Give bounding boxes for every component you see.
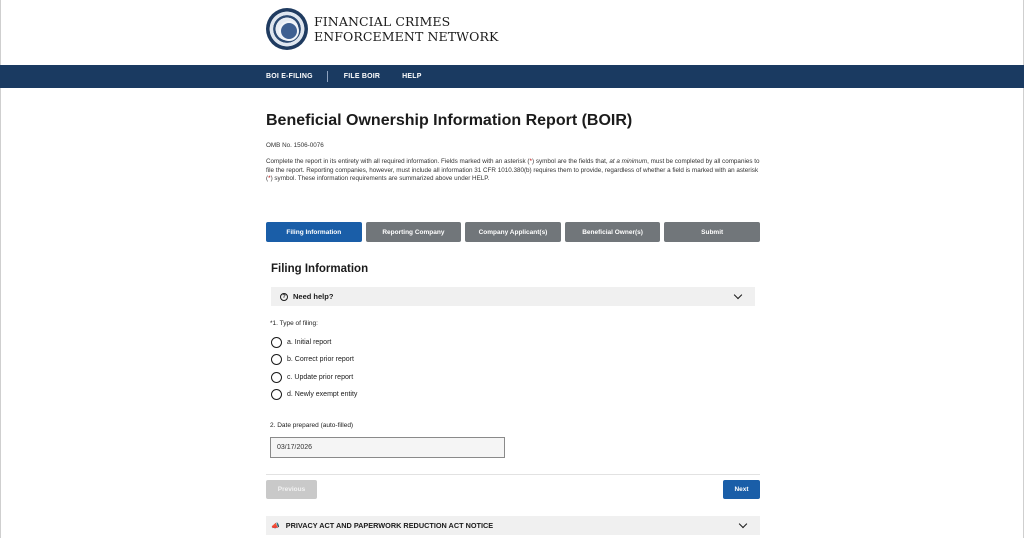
omb-number: OMB No. 1506-0076	[266, 142, 324, 149]
radio-button[interactable]	[271, 389, 282, 400]
privacy-notice-label: PRIVACY ACT AND PAPERWORK REDUCTION ACT NOTICE	[285, 521, 494, 530]
step-filing-information[interactable]: Filing Information	[266, 222, 362, 242]
intro-text: Complete the report in its entirety with all required information. Fields marked with an asterisk (*) symbol are the fields that, at a minimum, must be completed by all companies to file the report. Reporting companies, however, must include all information 31 CFR 1010.380(b) requires them to provide, regardless of whether a field is marked with an asterisk (*) symbol. These information requirements are summarized above under HELP.	[266, 158, 760, 182]
radio-newly-exempt-entity[interactable]	[271, 389, 357, 400]
radio-label: a. Initial report	[287, 339, 332, 346]
nav-divider	[327, 71, 328, 82]
radio-initial-report[interactable]	[271, 337, 331, 348]
nav-file-boir[interactable]: FILE BOIR	[343, 73, 381, 80]
step-company-applicants[interactable]: Company Applicant(s)	[465, 222, 561, 242]
radio-label: b. Correct prior report	[287, 356, 354, 363]
fincen-seal-logo[interactable]	[266, 8, 308, 50]
nav-boi-efiling[interactable]: BOI E-FILING	[266, 73, 313, 80]
form-divider	[266, 474, 760, 475]
radio-button[interactable]	[271, 372, 282, 383]
chevron-down-icon[interactable]	[734, 291, 742, 299]
previous-button[interactable]: Previous	[266, 480, 317, 499]
step-reporting-company[interactable]: Reporting Company	[366, 222, 462, 242]
date-prepared-label: 2. Date prepared (auto-filled)	[270, 422, 354, 429]
agency-line-2: ENFORCEMENT NETWORK	[314, 29, 499, 44]
radio-correct-prior-report[interactable]	[271, 354, 354, 365]
site-header	[266, 8, 498, 50]
radio-label: c. Update prior report	[287, 374, 354, 381]
filing-type-label: *1. Type of filing:	[270, 320, 318, 327]
date-prepared-field[interactable]	[270, 437, 505, 458]
privacy-notice-accordion[interactable]	[266, 516, 760, 535]
nav-help[interactable]: HELP	[402, 73, 422, 80]
radio-button[interactable]	[271, 354, 282, 365]
step-submit[interactable]: Submit	[664, 222, 760, 242]
megaphone-icon: 📣	[271, 522, 280, 530]
need-help-accordion[interactable]	[271, 287, 755, 306]
step-tabs	[266, 222, 760, 242]
step-beneficial-owners[interactable]: Beneficial Owner(s)	[565, 222, 661, 242]
radio-update-prior-report[interactable]	[271, 372, 353, 383]
top-nav	[0, 65, 1024, 88]
agency-line-1: FINANCIAL CRIMES	[314, 14, 451, 29]
radio-label: d. Newly exempt entity	[287, 391, 358, 398]
section-title: Filing Information	[271, 263, 369, 275]
agency-name[interactable]	[314, 14, 498, 44]
question-circle-icon: ?	[280, 293, 288, 301]
page-title: Beneficial Ownership Information Report (BOIR)	[266, 112, 633, 129]
chevron-down-icon[interactable]	[739, 520, 747, 528]
radio-button[interactable]	[271, 337, 282, 348]
need-help-label: Need help?	[293, 292, 334, 301]
next-button[interactable]: Next	[723, 480, 760, 499]
